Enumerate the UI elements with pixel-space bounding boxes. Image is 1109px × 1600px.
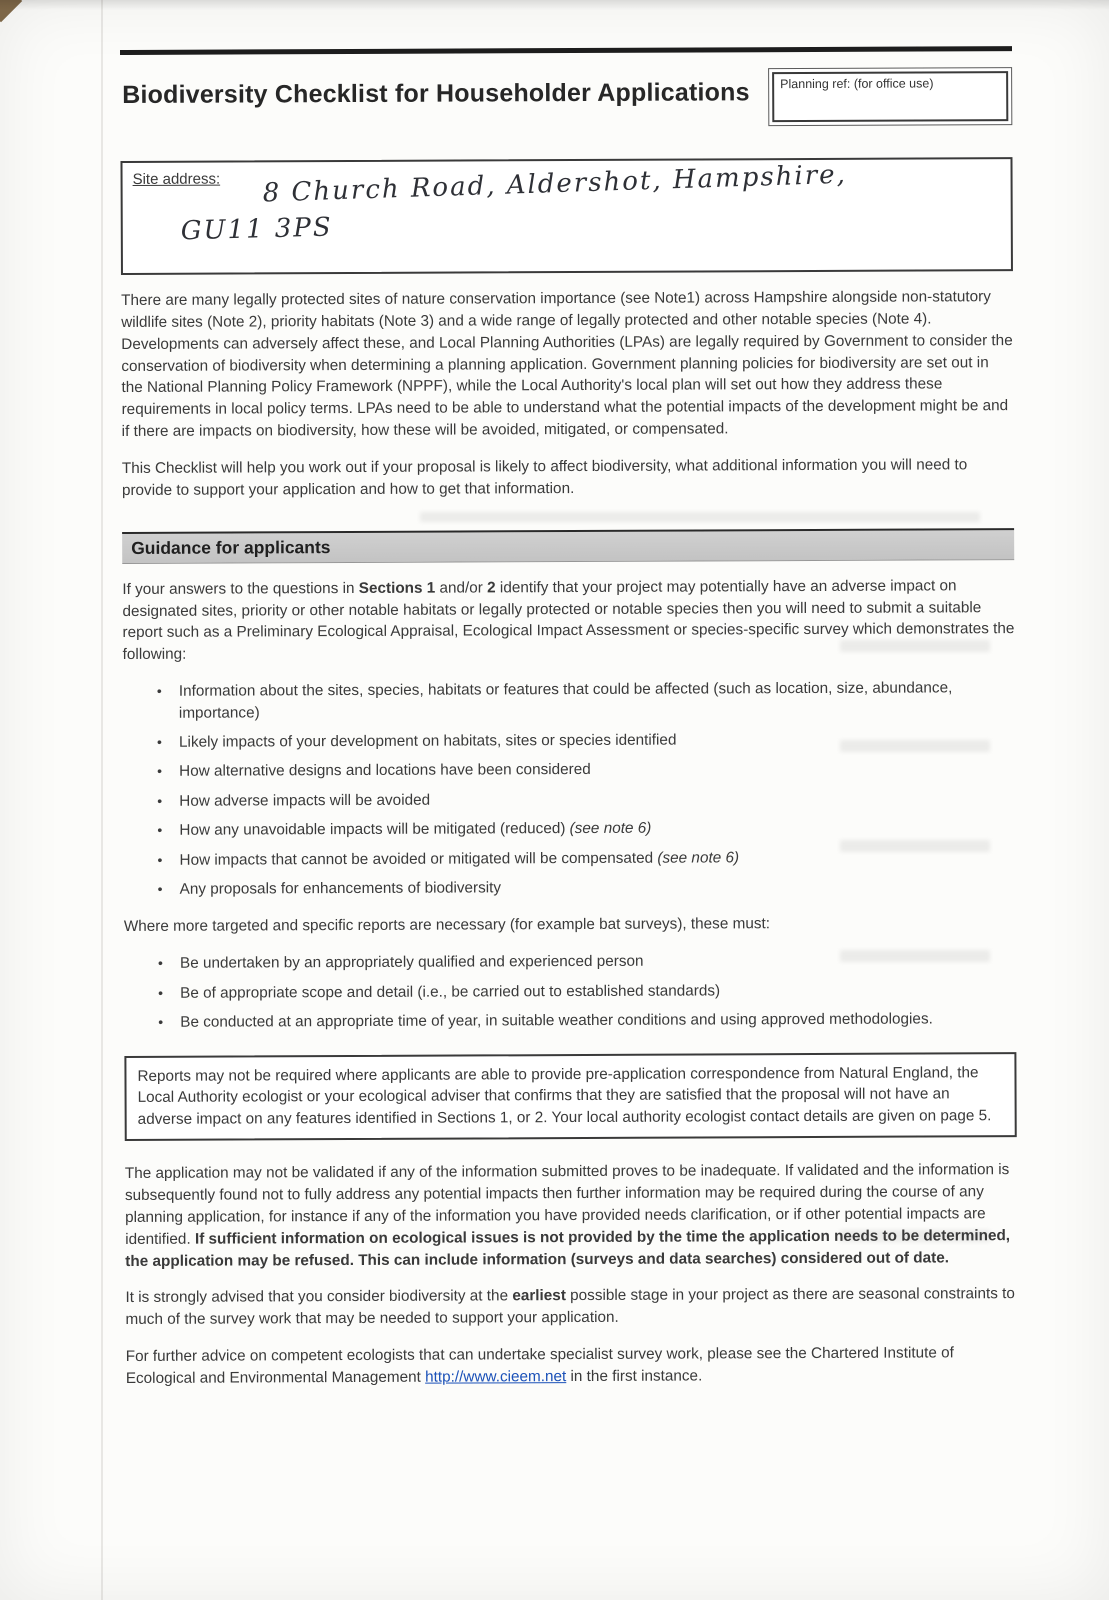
page-title: Biodiversity Checklist for Householder Applications bbox=[122, 78, 750, 109]
site-address-box bbox=[120, 157, 1012, 275]
further-advice-paragraph bbox=[126, 1342, 1018, 1390]
advice-part: possible stage in your project as there are seasonal constraints to much of the survey work that may be needed to support your application. bbox=[125, 1285, 1015, 1329]
guidance-intro-part: and/or bbox=[435, 579, 488, 597]
guidance-intro-bold-sections: Sections 1 bbox=[358, 579, 436, 597]
site-address-handwritten-line1: 8 Church Road, Aldershot, Hampshire, bbox=[262, 159, 848, 209]
planning-ref-inner-box bbox=[772, 71, 1008, 122]
guidance-intro-part: identify that your project may potentially have an adverse impact on designated sites, priority or other notable habitats or legally protected or notable species then you will need to submit a suitable report such as a Preliminary Ecological Appraisal, Ecological Impact Assessment or species-specific survey which demonstrates the following: bbox=[122, 577, 1015, 664]
list-item bbox=[179, 846, 1015, 871]
list-item bbox=[180, 1008, 1016, 1033]
list-item-text: Information about the sites, species, habitats or features that could be affected (such as location, size, abundance, importance) bbox=[178, 679, 953, 722]
cieem-link[interactable]: http://www.cieem.net bbox=[425, 1368, 567, 1386]
validation-paragraph bbox=[125, 1159, 1017, 1272]
list-item-text: Likely impacts of your development on habitats, sites or species identified bbox=[178, 731, 677, 751]
guidance-intro-bold-2: 2 bbox=[487, 579, 496, 597]
reports-bullet-list bbox=[124, 949, 1016, 1033]
validation-bold-text: If sufficient information on ecological issues is not provided by the time the application needs to be determined, the application may be refused. This can include information (surveys and data searches) considered out of date. bbox=[125, 1226, 1011, 1270]
advice-bold-earliest: earliest bbox=[512, 1287, 566, 1305]
list-item-text: How impacts that cannot be avoided or mitigated will be compensated bbox=[179, 849, 658, 869]
planning-ref-label: Planning ref: (for office use) bbox=[780, 76, 934, 92]
reports-exemption-box bbox=[124, 1052, 1016, 1141]
guidance-intro-part: If your answers to the questions in bbox=[122, 579, 359, 598]
intro-paragraph-1 bbox=[121, 286, 1014, 443]
list-item-text: Any proposals for enhancements of biodiversity bbox=[179, 879, 502, 898]
list-item bbox=[180, 979, 1016, 1004]
validation-normal-text: The application may not be validated if any of the information submitted proves to be inadequate. If validated and the information is subsequently found not to fully address any potential impacts then further information may be required during the course of any planning application, for instance if any of the information you have provided needs clarification, or if other potential impacts are identified. bbox=[124, 1161, 1010, 1248]
list-item-text: How any unavoidable impacts will be mitigated (reduced) bbox=[179, 820, 570, 839]
list-item bbox=[179, 728, 1015, 753]
site-address-handwritten-line2: GU11 3PS bbox=[180, 212, 334, 247]
list-item-note: (see note 6) bbox=[657, 848, 740, 867]
intro-paragraph-2-text: This Checklist will help you work out if your proposal is likely to affect biodiversity, what additional information you will need to provide to support your application and how to get that information. bbox=[121, 456, 968, 499]
intro-paragraph-2 bbox=[122, 454, 1014, 502]
list-item bbox=[179, 677, 1015, 723]
document-content bbox=[120, 46, 1018, 1405]
guidance-bullet-list bbox=[123, 677, 1016, 900]
list-item bbox=[180, 875, 1016, 900]
advice-part: It is strongly advised that you consider biodiversity at the bbox=[125, 1287, 513, 1307]
list-item-text: How adverse impacts will be avoided bbox=[179, 791, 431, 810]
list-item bbox=[179, 787, 1015, 812]
list-item bbox=[179, 757, 1015, 782]
reports-intro-paragraph bbox=[124, 913, 1016, 939]
further-advice-after-link: in the first instance. bbox=[566, 1367, 703, 1386]
list-item-text: Be conducted at an appropriate time of year, in suitable weather conditions and using approved methodologies. bbox=[180, 1010, 933, 1031]
list-item-text: Be of appropriate scope and detail (i.e., be carried out to established standards) bbox=[180, 982, 721, 1002]
site-address-label: Site address: bbox=[132, 170, 221, 188]
list-item bbox=[179, 816, 1015, 841]
planning-ref-box bbox=[768, 67, 1012, 126]
scan-top-shadow bbox=[0, 0, 1109, 10]
list-item-text: Be undertaken by an appropriately qualified and experienced person bbox=[179, 953, 644, 973]
reports-exemption-text: Reports may not be required where applicants are able to provide pre-application correspondence from Natural England, the Local Authority ecologist or your ecological adviser that confirms that they are satisfied that the proposal will not have an adverse impact on any features identified in Sections 1, or 2. Your local authority ecologist contact details are given on page 5. bbox=[137, 1063, 992, 1129]
guidance-section-heading: Guidance for applicants bbox=[122, 528, 1014, 564]
list-item-text: How alternative designs and locations have been considered bbox=[179, 761, 591, 781]
reports-intro-text: Where more targeted and specific reports are necessary (for example bat surveys), these must: bbox=[123, 915, 771, 936]
guidance-intro-paragraph bbox=[122, 575, 1014, 666]
list-item bbox=[180, 949, 1016, 974]
advice-paragraph bbox=[125, 1283, 1017, 1331]
scan-edge-line bbox=[101, 0, 103, 1600]
document-header bbox=[120, 51, 1012, 129]
list-item-note: (see note 6) bbox=[569, 819, 652, 838]
further-advice-before-link: For further advice on competent ecologists that can undertake specialist survey work, please see the Chartered Institute of Ecological and Environmental Management bbox=[125, 1344, 954, 1387]
intro-paragraph-1-text: There are many legally protected sites of nature conservation importance (see Note1) across Hampshire alongside non-statutory wildlife sites (Note 2), priority habitats (Note 3) and a wide range of legally protected and other notable species (Note 4). Developments can adversely affect these, and Local Planning Authorities (LPAs) are legally required by Government to consider the conservation of biodiversity when determining a planning application. Government planning policies for biodiversity are set out in the National Planning Policy Framework (NPPF), while the Local Authority's local plan will set out how they address these requirements in local policy terms. LPAs need to be able to understand what the potential impacts of the development might be and if there are impacts on biodiversity, how these will be avoided, mitigated, or compensated. bbox=[121, 288, 1013, 441]
